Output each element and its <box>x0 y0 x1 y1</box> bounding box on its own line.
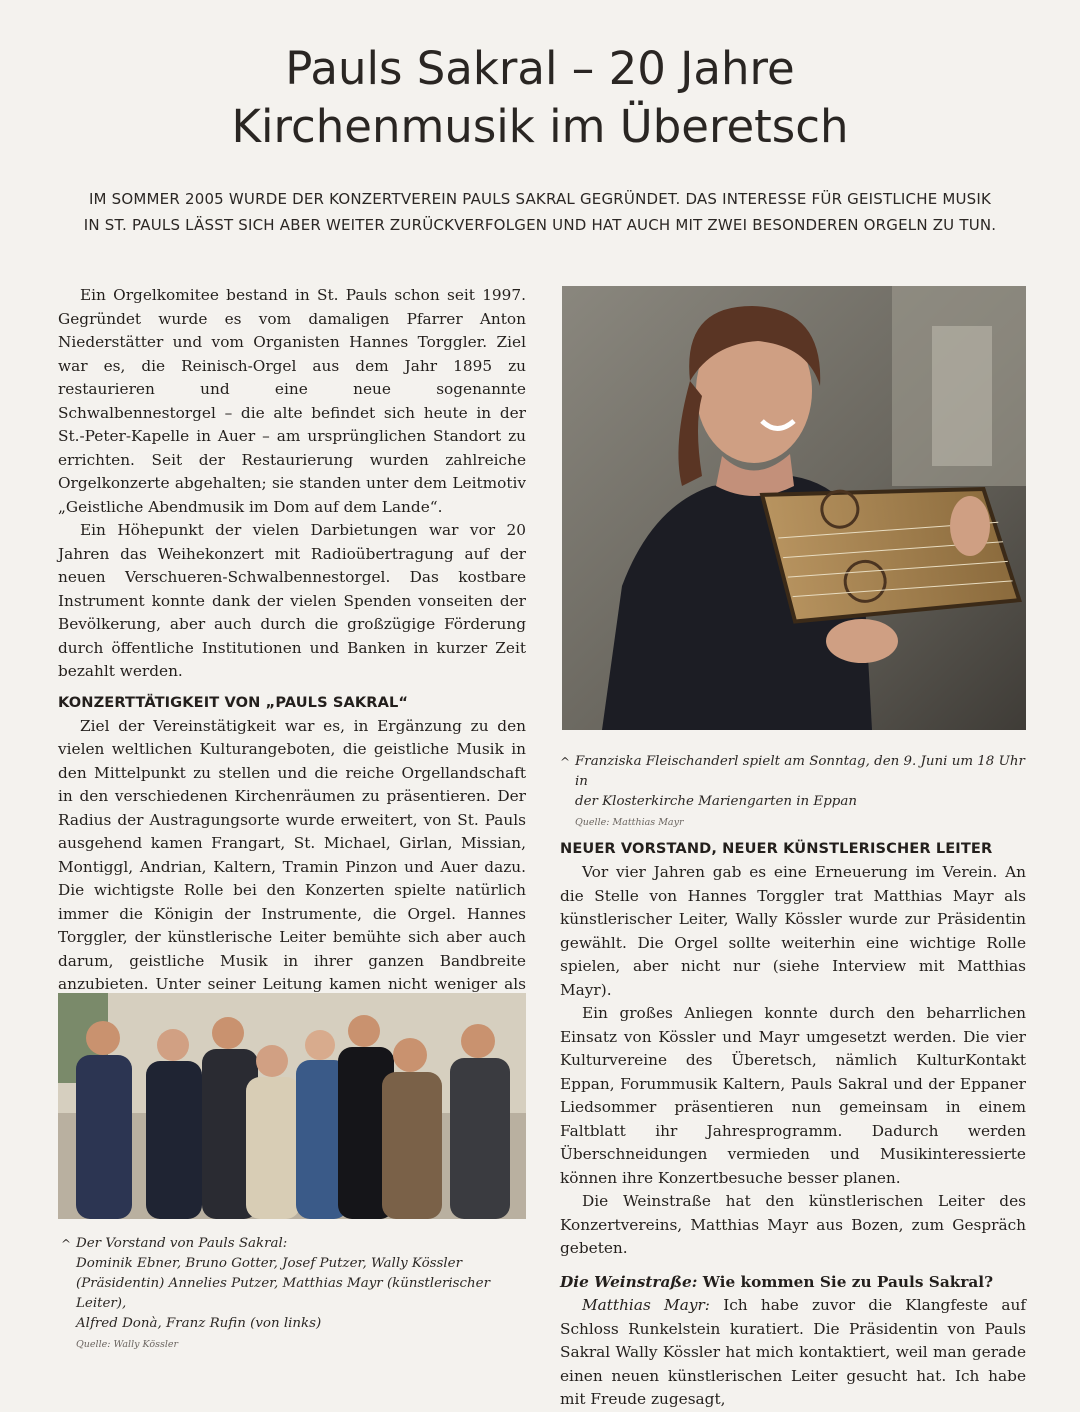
headline-line-2: Kirchenmusik im Überetsch <box>231 100 849 153</box>
caption-zither-photo <box>560 752 1025 832</box>
answer-speaker: Matthias Mayr: <box>582 1296 710 1314</box>
photo-board-group <box>58 993 526 1219</box>
photo-zither-player <box>562 286 1026 730</box>
zither-player-illustration <box>562 286 1026 730</box>
article-lead <box>60 186 1020 238</box>
paragraph: Ein Orgelkomitee bestand in St. Pauls schon seit 1997. Gegründet wurde es vom damaligen Pfarrer Anton Niederstätter und vom Organisten Hannes Torggler. Ziel war es, die Reinisch-Orgel aus dem Jahr 1895 zu restaurieren und eine neue sogenannte Schwalbennestorgel – die alte befindet sich heute in der St.-Peter-Kapelle in Auer – am ursprünglichen Standort zu errichten. Seit der Restaurierung wurden zahlreiche Orgelkonzerte abgehalten; sie standen unter dem Leitmotiv „Geistliche Abendmusik im Dom auf dem Lande“. <box>58 286 526 516</box>
caption-line: der Klosterkirche Mariengarten in Eppan <box>575 794 857 809</box>
lead-line-2: IN ST. PAULS LÄSST SICH ABER WEITER ZURÜCKVERFOLGEN UND HAT AUCH MIT ZWEI BESONDEREN ORGELN ZU TUN. <box>83 216 997 234</box>
section-heading: KONZERTTÄTIGKEIT VON „PAULS SAKRAL“ <box>58 693 409 711</box>
paragraph: Ein großes Anliegen konnte durch den beharrlichen Einsatz von Kössler und Mayr umgesetzt werden. Die vier Kulturvereine des Überetsch, nämlich KulturKontakt Eppan, Forummusik Kaltern, Pauls Sakral und der Eppaner Liedsommer präsentieren nun gemeinsam in einem Faltblatt ihr Jahresprogramm. Dadurch werden Überschneidungen vermieden und Musikinteressierte können ihre Konzertbesuche besser planen. <box>560 1004 1026 1187</box>
caption-line: Der Vorstand von Pauls Sakral: <box>76 1236 288 1251</box>
paragraph: Ein Höhepunkt der vielen Darbietungen war vor 20 Jahren das Weihekonzert mit Radioübertragung auf der neuen Verschueren-Schwalbennestorgel. Das kostbare Instrument konnte dank der vielen Spenden vonseiten der Bevölkerung, aber auch durch die großzügige Förderung durch öffentliche Institutionen und Banken in kurzer Zeit bezahlt werden. <box>58 521 526 680</box>
right-column <box>560 838 1026 1412</box>
caption-arrow-icon: ^ <box>61 1237 72 1251</box>
question-text: Wie kommen Sie zu Pauls Sakral? <box>702 1272 994 1291</box>
photo-source: Quelle: Matthias Mayr <box>575 817 684 828</box>
paragraph: Die Weinstraße hat den künstlerischen Leiter des Konzertvereins, Matthias Mayr aus Bozen, zum Gespräch gebeten. <box>560 1192 1026 1257</box>
group-photo-illustration <box>58 993 526 1219</box>
interview-question <box>560 1271 1026 1295</box>
headline-line-1: Pauls Sakral – 20 Jahre <box>285 42 795 95</box>
answer-text: Ich habe zuvor die Klangfeste auf Schloss Runkelstein kuratiert. Die Präsidentin von Pauls Sakral Wally Kössler hat mich kontaktiert, weil man gerade einen neuen künstlerischen Leiter gesucht hat. Ich habe mit Freude zugesagt, <box>560 1296 1026 1408</box>
caption-line: Franziska Fleischanderl spielt am Sonntag, den 9. Juni um 18 Uhr in <box>575 754 1025 789</box>
paragraph: Ziel der Vereinstätigkeit war es, in Ergänzung zu den vielen weltlichen Kulturangeboten, die geistliche Musik in den Mittelpunkt zu stellen und die reiche Orgellandschaft in den verschiedenen Kirchenräumen zu präsentieren. Der Radius der Austragungsorte wurde erweitert, von St. Pauls ausgehend kamen Frangart, St. Michael, Girlan, Missian, Montiggl, Andrian, Kaltern, Tramin Pinzon und Auer dazu. Die wichtigste Rolle bei den Konzerten spielte natürlich immer die Königin der Instrumente, die Orgel. Hannes Torggler, der künstlerische Leiter bemühte sich aber auch darum, geistliche Musik in ihrer ganzen Bandbreite anzubieten. Unter seiner Leitung kamen nicht weniger als <box>58 716 526 993</box>
paragraph: Vor vier Jahren gab es eine Erneuerung im Verein. An die Stelle von Hannes Torggler trat Matthias Mayr als künstlerischer Leiter, Wally Kössler wurde zur Präsidentin gewählt. Die Orgel sollte weiterhin eine wichtige Rolle spielen, aber nicht nur (siehe Interview mit Matthias Mayr). <box>560 863 1026 999</box>
left-column <box>58 284 526 1020</box>
caption-line: Alfred Donà, Franz Rufin (von links) <box>76 1316 322 1331</box>
caption-group-photo <box>61 1234 526 1354</box>
section-heading: NEUER VORSTAND, NEUER KÜNSTLERISCHER LEITER <box>560 840 993 857</box>
lead-line-1: IM SOMMER 2005 WURDE DER KONZERTVEREIN PAULS SAKRAL GEGRÜNDET. DAS INTERESSE FÜR GEISTLICHE MUSIK <box>88 190 992 208</box>
interview-answer <box>560 1294 1026 1412</box>
caption-arrow-icon: ^ <box>560 755 571 769</box>
question-speaker: Die Weinstraße: <box>560 1272 698 1291</box>
caption-line: (Präsidentin) Annelies Putzer, Matthias Mayr (künstlerischer Leiter), <box>76 1276 491 1311</box>
photo-source: Quelle: Wally Kössler <box>76 1339 179 1350</box>
caption-line: Dominik Ebner, Bruno Gotter, Josef Putzer, Wally Kössler <box>76 1256 462 1271</box>
article-headline <box>60 40 1020 156</box>
